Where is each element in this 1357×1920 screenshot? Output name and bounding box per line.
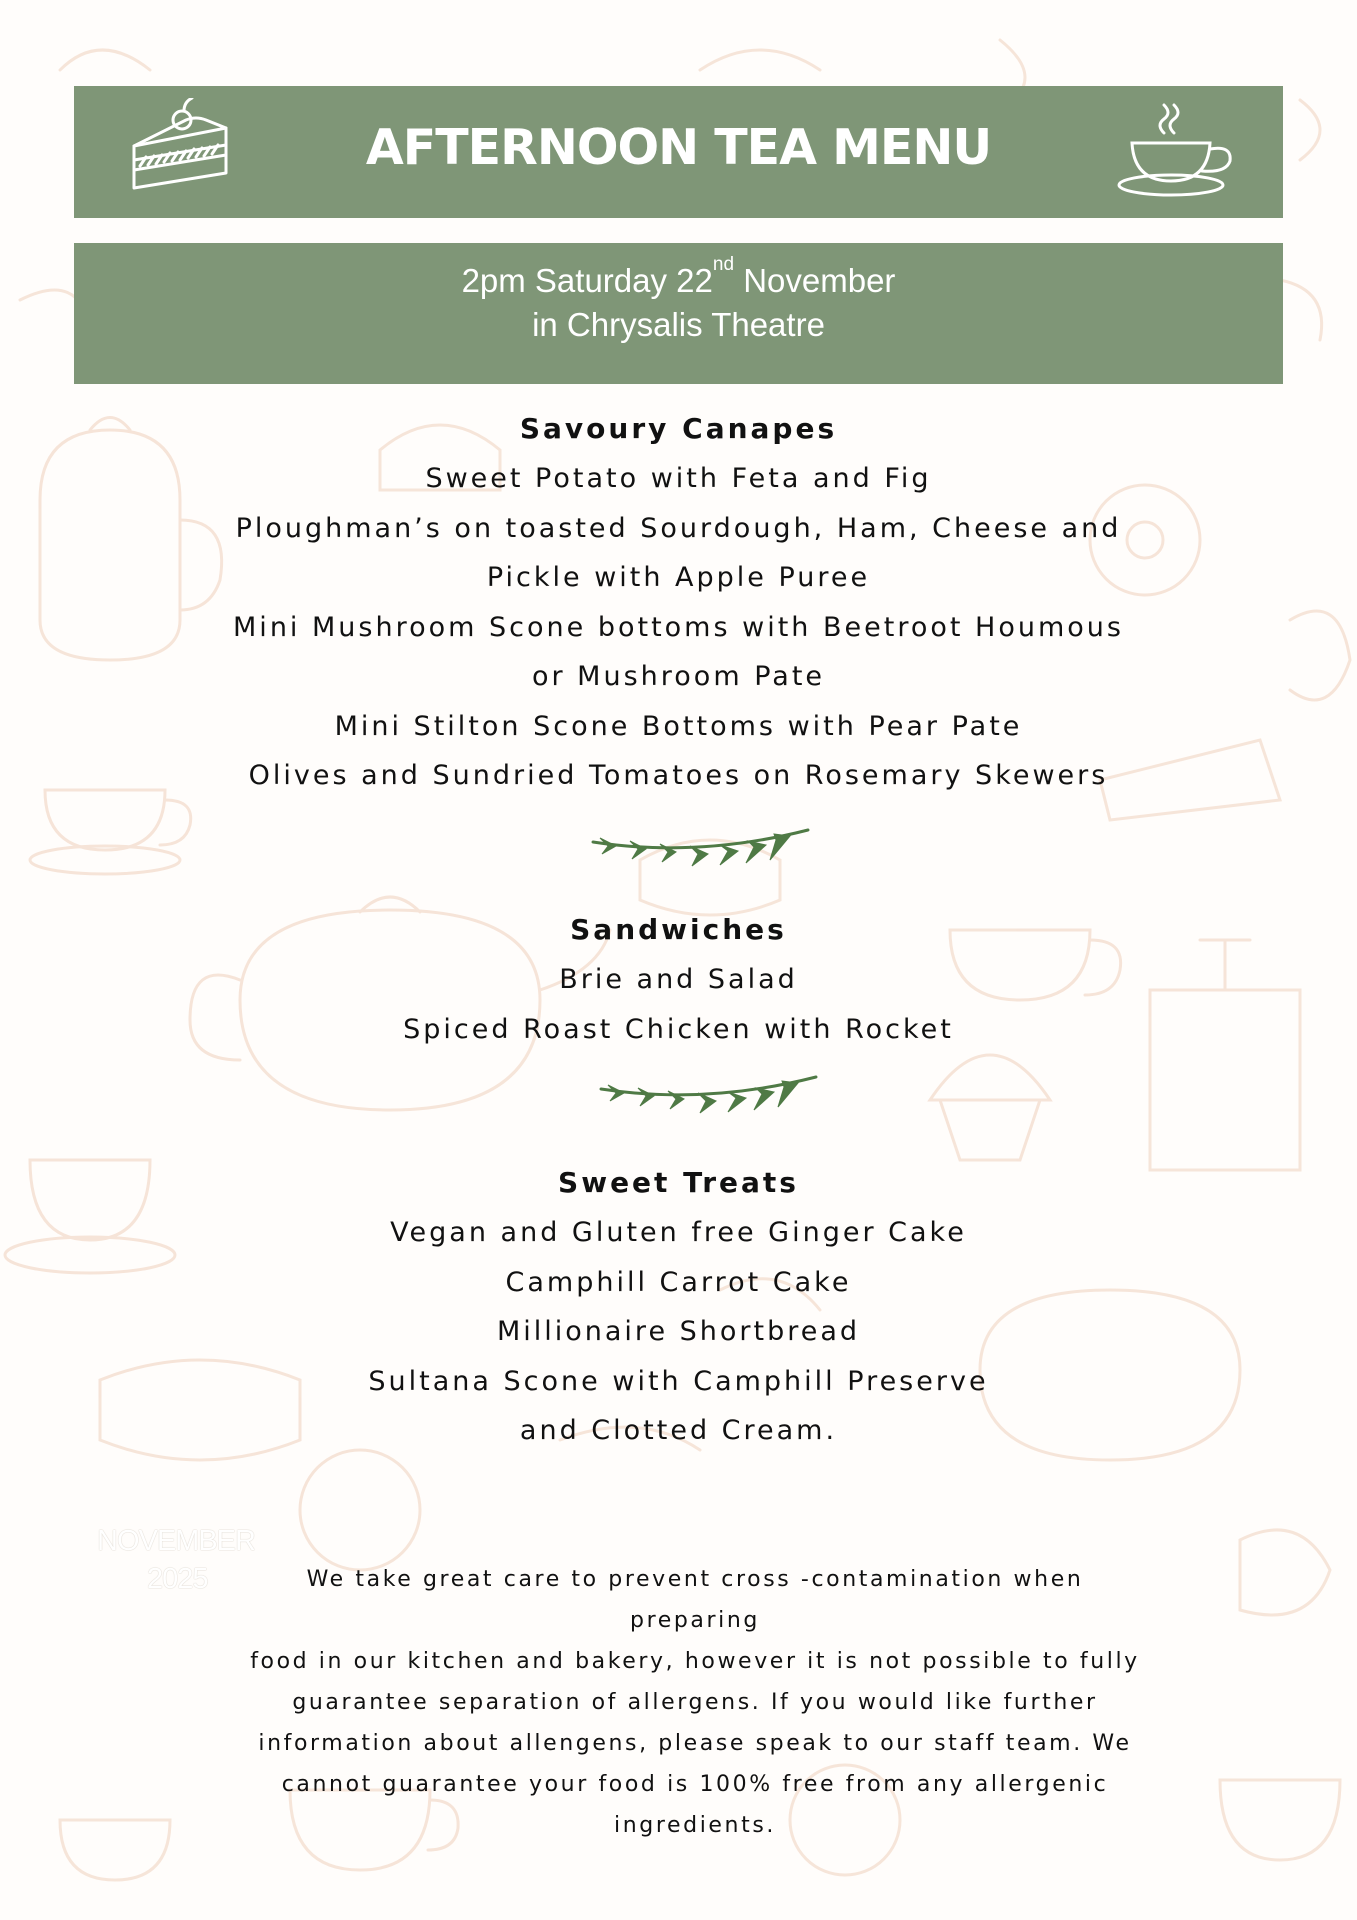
disclaimer-line: cannot guarantee your food is 100% free from any allergenic [281,1772,1109,1797]
rosemary-sprig-icon [596,1073,821,1123]
allergen-disclaimer [240,1559,1150,1846]
menu-item: Millionaire Shortbread [496,1316,861,1347]
teacup-icon [1114,103,1244,203]
section-title: Sweet Treats [558,1166,799,1199]
menu-item: Camphill Carrot Cake [505,1266,852,1298]
disclaimer-line: guarantee separation of allergens. If you would like further [292,1690,1098,1715]
menu-item: Sultana Scone with Camphill Preserve [368,1365,989,1397]
event-date: 2pm Saturday 22nd November [461,254,896,299]
section-sweet-treats [0,1158,1357,1456]
disclaimer-line: information about allengens, please speak to our staff team. We [258,1731,1132,1756]
title-banner [74,86,1283,218]
menu-item: Ploughman’s on toasted Sourdough, Ham, Cheese and [235,512,1122,544]
disclaimer-line: food in our kitchen and bakery, however it is not possible to fully [250,1649,1140,1674]
menu-item: Sweet Potato with Feta and Fig [425,463,932,494]
section-sandwiches [0,905,1357,1054]
menu-item: or Mushroom Pate [531,661,826,692]
section-title: Sandwiches [570,913,787,946]
disclaimer-line: We take great care to prevent cross -contamination when preparing [306,1567,1084,1633]
rosemary-sprig-icon [588,826,813,876]
section-title: Savoury Canapes [519,412,838,445]
menu-item: Mini Stilton Scone Bottoms with Pear Pate [334,710,1023,742]
disclaimer-line: ingredients. [614,1813,776,1838]
event-details-banner [74,243,1283,384]
menu-item: Spiced Roast Chicken with Rocket [403,1013,954,1045]
event-venue: in Chrysalis Theatre [532,306,825,343]
date-watermark: NOVEMBER 2025 [97,1525,255,1595]
menu-item: Pickle with Apple Puree [486,562,871,593]
menu-item: Vegan and Gluten free Ginger Cake [390,1217,967,1248]
section-savoury-canapes [0,404,1357,801]
menu-item: Brie and Salad [559,964,798,995]
menu-item: and Clotted Cream. [519,1415,838,1446]
menu-item: Mini Mushroom Scone bottoms with Beetroot Houmous [233,611,1124,643]
menu-item: Olives and Sundried Tomatoes on Rosemary Skewers [248,760,1109,791]
menu-title: AFTERNOON TEA MENU [365,119,992,176]
